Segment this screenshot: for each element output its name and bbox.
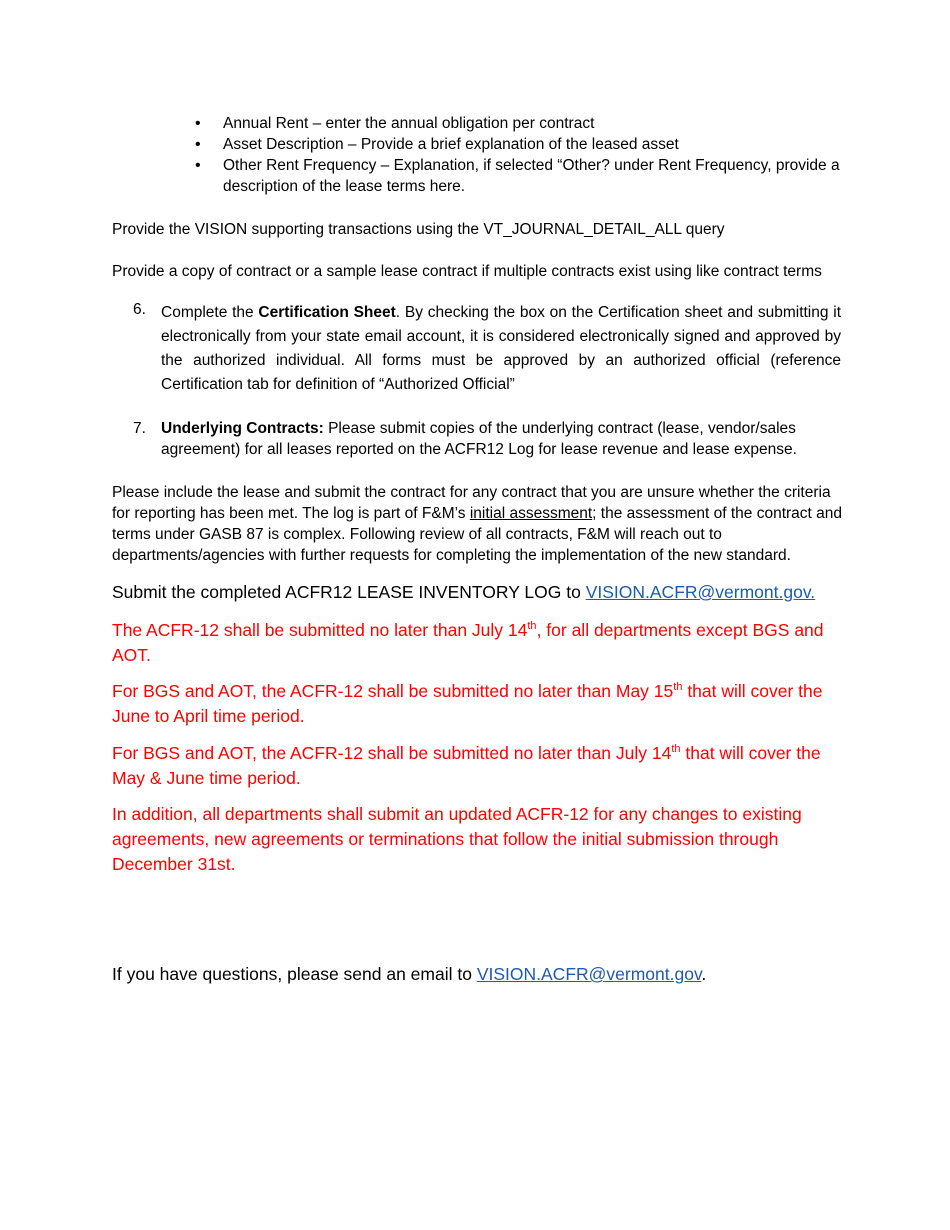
bullet-other-rent-frequency: • Other Rent Frequency – Explanation, if selected “Other? under Rent Frequency, provide a description of the lease terms here. — [193, 155, 843, 197]
underlying-contracts-label: Underlying Contracts: — [161, 420, 324, 437]
item-6-number: 6. — [133, 301, 146, 318]
item-6-text: Complete the Certification Sheet. By checking the box on the Certification sheet and submitting it electronically from your state email account, it is considered electronically signed and approved by the authorized individual. All forms must be approved by an authorized official (reference Certification tab for definition of “Authorized Official” — [161, 304, 841, 393]
certification-sheet-label: Certification Sheet — [258, 304, 396, 321]
deadline-bgs-aot-may-15-paragraph: For BGS and AOT, the ACFR-12 shall be submitted no later than May 15th that will cover the June to April time period. — [112, 681, 823, 726]
item-6-certification — [133, 301, 841, 397]
vision-transactions-paragraph: Provide the VISION supporting transactions using the VT_JOURNAL_DETAIL_ALL query — [112, 221, 725, 238]
bullet-asset-description: • Asset Description – Provide a brief explanation of the leased asset — [193, 134, 843, 155]
questions-email-link[interactable]: VISION.ACFR@vermont.gov — [476, 964, 702, 984]
item-7-text: Underlying Contracts: Please submit copies of the underlying contract (lease, vendor/sales agreement) for all leases reported on the ACFR12 Log for lease revenue and lease expense. — [161, 420, 797, 458]
contract-copy-paragraph: Provide a copy of contract or a sample lease contract if multiple contracts exist using like contract terms — [112, 263, 822, 280]
initial-assessment-underlined: initial assessment — [469, 505, 593, 522]
submit-email-link[interactable]: VISION.ACFR@vermont.gov. — [585, 582, 816, 602]
updated-acfr-paragraph: In addition, all departments shall submit an updated ACFR-12 for any changes to existing agreements, new agreements or terminations that follow the initial submission through December 31st. — [112, 804, 802, 874]
deadline-bgs-aot-july-14-paragraph: For BGS and AOT, the ACFR-12 shall be submitted no later than July 14th that will cover the May & June time period. — [112, 743, 821, 788]
lease-field-bullet-list — [193, 113, 843, 197]
questions-paragraph: If you have questions, please send an email to VISION.ACFR@vermont.gov. — [112, 964, 707, 984]
include-lease-paragraph: Please include the lease and submit the contract for any contract that you are unsure whether the criteria for reporting has been met. The log is part of F&M’s initial assessment; the assessment of the contract and terms under GASB 87 is complex. Following review of all contracts, F&M will reach out to departments/agencies with further requests for completing the implementation of the new standard. — [112, 484, 843, 564]
submit-log-paragraph: Submit the completed ACFR12 LEASE INVENTORY LOG to VISION.ACFR@vermont.gov. — [112, 582, 816, 602]
item-7-underlying-contracts — [133, 418, 841, 460]
deadline-july-14-paragraph: The ACFR-12 shall be submitted no later than July 14th, for all departments except BGS and AOT. — [112, 620, 824, 665]
item-7-number: 7. — [133, 420, 146, 437]
bullet-annual-rent: • Annual Rent – enter the annual obligation per contract — [193, 113, 843, 134]
